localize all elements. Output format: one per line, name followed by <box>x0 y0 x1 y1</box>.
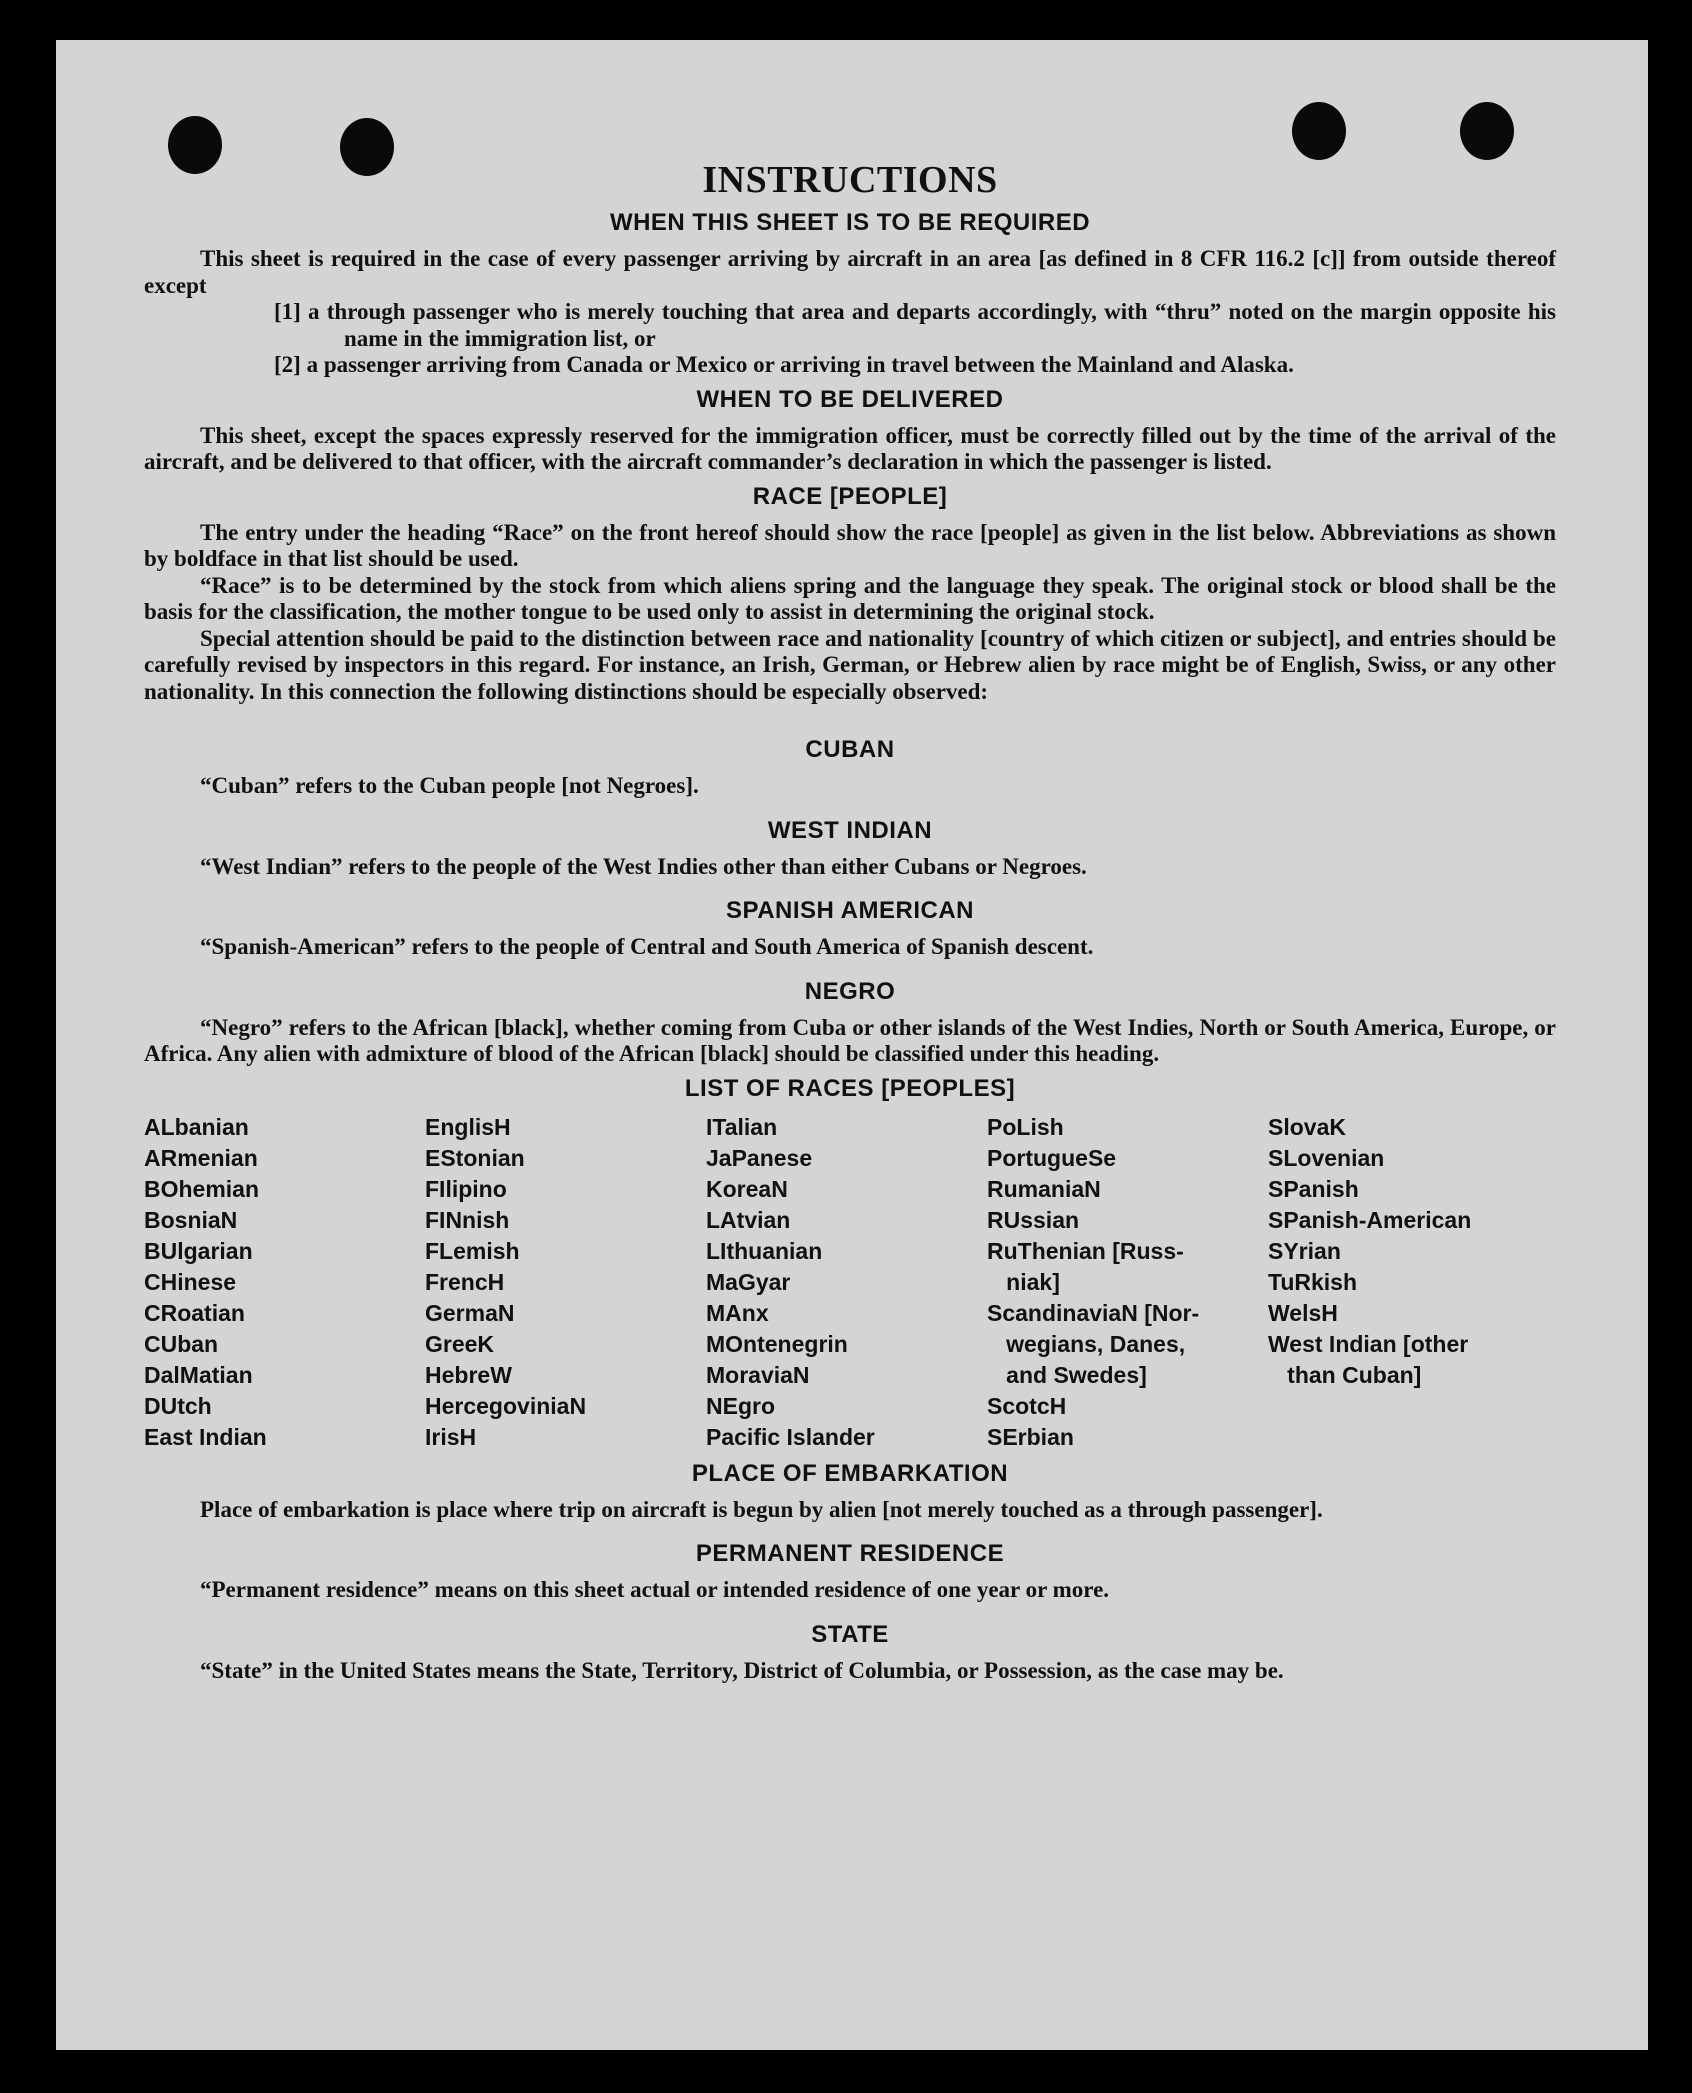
race-item: NEgro <box>706 1392 775 1419</box>
race-item: SErbian <box>987 1423 1074 1450</box>
race-item: BUlgarian <box>144 1237 253 1264</box>
race-item: FrencH <box>425 1268 505 1295</box>
race-item: Pacific Islander <box>706 1423 875 1450</box>
race-paragraph-2: “Race” is to be determined by the stock from which aliens spring and the language they speak. The original stock or blood shall be the basis for the classification, the mother tongue to be used only to assist in determining the original stock. <box>144 572 1556 624</box>
west-indian-text: “West Indian” refers to the people of the West Indies other than either Cubans or Negroes. <box>200 853 1087 879</box>
punch-hole-right-2 <box>1460 102 1514 160</box>
race-item: GermaN <box>425 1299 515 1326</box>
race-list <box>144 1112 1556 1453</box>
race-item: TuRkish <box>1268 1268 1358 1295</box>
race-item: DUtch <box>144 1392 212 1419</box>
punch-hole-right-1 <box>1292 102 1346 160</box>
race-item: SPanish-American <box>1268 1206 1472 1233</box>
race-column-5 <box>1268 1112 1556 1453</box>
race-item: BosniaN <box>144 1206 238 1233</box>
heading-place-of-embarkation: PLACE OF EMBARKATION <box>691 1459 1009 1487</box>
race-column-2 <box>425 1112 706 1453</box>
race-item: ARmenian <box>144 1144 258 1171</box>
race-item: EStonian <box>425 1144 525 1171</box>
race-item: GreeK <box>425 1330 495 1357</box>
race-column-4 <box>987 1112 1268 1453</box>
race-item: FINnish <box>425 1206 510 1233</box>
race-item: HercegoviniaN <box>425 1392 587 1419</box>
when-required-intro: This sheet is required in the case of every passenger arriving by aircraft in an area [as defined in 8 CFR 116.2 [c]] from outside thereof except <box>144 246 1556 298</box>
spanish-american-text: “Spanish-American” refers to the people of Central and South America of Spanish descent. <box>200 934 1094 959</box>
race-paragraph-1: The entry under the heading “Race” on the front hereof should show the race [people] as given in the list below. Abbreviations as shown by boldface in that list should be used. <box>144 519 1556 571</box>
race-item: IrisH <box>425 1423 477 1450</box>
page-title: INSTRUCTIONS <box>702 159 998 201</box>
race-item: WelsH <box>1268 1299 1338 1326</box>
embarkation-text: Place of embarkation is place where trip on aircraft is begun by alien [not merely touched as a through passenger]. <box>200 1496 1323 1522</box>
race-item: EnglisH <box>425 1113 511 1140</box>
race-item: CUban <box>144 1330 219 1357</box>
heading-when-required: WHEN THIS SHEET IS TO BE REQUIRED <box>609 209 1091 236</box>
exception-item-1: [1] a through passenger who is merely touching that area and departs accordingly, with “thru” noted on the margin opposite his name in the immigration list, or <box>274 299 1556 351</box>
race-item: BOhemian <box>144 1175 260 1202</box>
race-column-1 <box>144 1112 425 1453</box>
negro-text: “Negro” refers to the African [black], whether coming from Cuba or other islands of the West Indies, North or South America, Europe, or Africa. Any alien with admixture of blood of the African [black] should be classified under this heading. <box>144 1014 1556 1066</box>
residence-text: “Permanent residence” means on this sheet actual or intended residence of one year or more. <box>200 1577 1110 1602</box>
race-item: CHinese <box>144 1268 237 1295</box>
heading-permanent-residence: PERMANENT RESIDENCE <box>695 1540 1005 1567</box>
race-item: MoraviaN <box>706 1361 810 1388</box>
race-item: HebreW <box>425 1361 512 1388</box>
race-item: LAtvian <box>706 1206 791 1233</box>
race-item: PoLish <box>987 1113 1064 1140</box>
heading-west-indian: WEST INDIAN <box>767 816 933 844</box>
heading-negro: NEGRO <box>804 977 896 1005</box>
race-item: SPanish <box>1268 1175 1359 1202</box>
exception-item-2: [2] a passenger arriving from Canada or Mexico or arriving in travel between the Mainland and Alaska. <box>274 352 1294 377</box>
race-item: East Indian <box>144 1423 267 1450</box>
state-text: “State” in the United States means the State, Territory, District of Columbia, or Possession, as the case may be. <box>200 1657 1284 1683</box>
when-delivered-text: This sheet, except the spaces expressly reserved for the immigration officer, must be correctly filled out by the time of the arrival of the aircraft, and be delivered to that officer, with the aircraft commander’s declaration in which the passenger is listed. <box>144 422 1556 474</box>
race-item: and Swedes] <box>987 1361 1147 1388</box>
race-item: ScandinaviaN [Nor- <box>987 1299 1200 1326</box>
race-item: SYrian <box>1268 1237 1341 1264</box>
race-column-3 <box>706 1112 987 1453</box>
race-item: KoreaN <box>706 1175 788 1202</box>
race-item: MAnx <box>706 1299 769 1326</box>
heading-spanish-american: SPANISH AMERICAN <box>725 897 974 924</box>
race-item: PortugueSe <box>987 1144 1117 1171</box>
race-item: SLovenian <box>1268 1144 1385 1171</box>
race-item: RUssian <box>987 1206 1080 1233</box>
heading-list-of-races: LIST OF RACES [PEOPLES] <box>684 1074 1016 1102</box>
race-item: wegians, Danes, <box>987 1330 1186 1357</box>
race-item: RumaniaN <box>987 1175 1101 1202</box>
race-item: West Indian [other <box>1268 1330 1469 1357</box>
race-item: FLemish <box>425 1237 520 1264</box>
race-item: SlovaK <box>1268 1113 1346 1140</box>
heading-race: RACE [PEOPLE] <box>752 482 948 510</box>
race-item: JaPanese <box>706 1144 813 1171</box>
race-item: than Cuban] <box>1268 1361 1422 1388</box>
document-sheet <box>56 40 1648 2050</box>
race-item: FIlipino <box>425 1175 507 1202</box>
race-item: ALbanian <box>144 1113 249 1140</box>
heading-when-delivered: WHEN TO BE DELIVERED <box>696 385 1004 413</box>
race-paragraph-3: Special attention should be paid to the distinction between race and nationality [country of which citizen or subject], and entries should be carefully revised by inspectors in this regard. For instance, an Irish, German, or Hebrew alien by race might be of English, Swiss, or any other nationality. In this connection the following distinctions should be especially observed: <box>144 625 1556 704</box>
race-item: RuThenian [Russ- <box>987 1237 1184 1264</box>
heading-state: STATE <box>811 1620 889 1648</box>
race-item: ITalian <box>706 1113 778 1140</box>
heading-cuban: CUBAN <box>805 736 895 763</box>
race-item: CRoatian <box>144 1299 245 1326</box>
race-item: DalMatian <box>144 1361 253 1388</box>
race-item: ScotcH <box>987 1392 1067 1419</box>
race-item: MaGyar <box>706 1268 791 1295</box>
race-item: MOntenegrin <box>706 1330 848 1357</box>
cuban-text: “Cuban” refers to the Cuban people [not Negroes]. <box>200 773 699 798</box>
instructions-content <box>144 158 1556 1684</box>
race-item: niak] <box>987 1268 1060 1295</box>
race-item: LIthuanian <box>706 1237 823 1264</box>
